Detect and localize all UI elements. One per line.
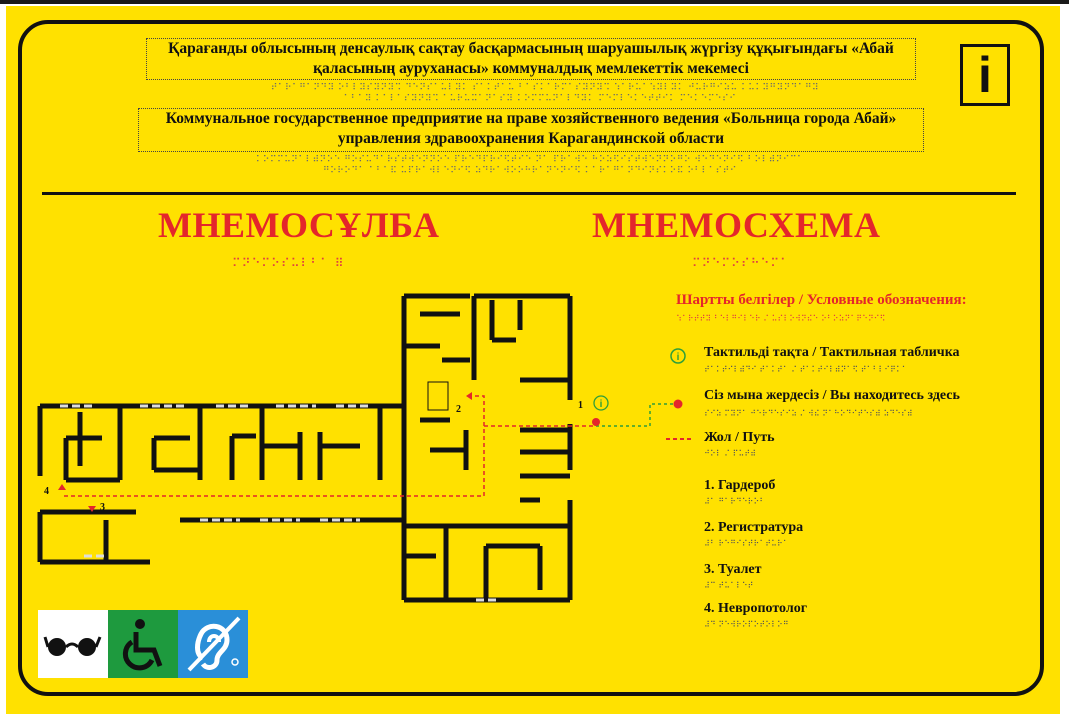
floor-plan-windows: [60, 406, 496, 600]
kz-title-braille-1: ⠞⠁⠗⠁⠛⠁⠝⠙⠽ ⠕⠃⠇⠽⠎⠽⠝⠽⠩ ⠙⠑⠝⠎⠁⠥⠇⠽⠅ ⠎⠁⠅⠞⠁⠥ ⠃⠁⠎⠅⠁⠗⠍⠁⠎⠽⠝⠽⠩ ⠱⠁⠗⠥⠁⠱⠽⠇⠽⠅ ⠚⠥⠗⠛⠊⠵⠥ ⠅⠥⠅⠽⠛⠽⠝⠙⠁⠛⠽: [270, 83, 820, 93]
floor-plan-walls: [40, 296, 570, 600]
kz-mnemo-braille: ⠍⠝⠑⠍⠕⠎⠥⠇⠃⠁ ⠿: [232, 256, 345, 270]
registry-desk: [428, 382, 448, 410]
you-are-here-marker: [592, 418, 600, 426]
legend-item-registry-braille: ⠼⠃ ⠗⠑⠛⠊⠎⠞⠗⠁⠞⠥⠗⠁: [704, 539, 789, 548]
arrow-registry: [466, 392, 472, 400]
route-path: [62, 422, 596, 496]
legend-leader-line: [596, 404, 676, 426]
ru-mnemo-title: МНЕМОСХЕМА: [592, 205, 881, 245]
map-label-4: 4: [44, 486, 49, 497]
legend-item-wardrobe-braille: ⠼⠁ ⠛⠁⠗⠙⠑⠗⠕⠃: [704, 497, 766, 506]
ru-institution-title: Коммунальное государственное предприятие на праве хозяйственного ведения «Больница города Абай» управления здравоохранения Карагандинской области: [138, 108, 924, 152]
glasses-icon: [38, 610, 108, 678]
legend-item-you-are-here-braille: ⠎⠊⠵ ⠍⠽⠝⠁ ⠚⠑⠗⠙⠑⠎⠊⠵ ⠌ ⠺⠮ ⠝⠁⠓⠕⠙⠊⠞⠑⠎⠾ ⠵⠙⠑⠎⠾: [704, 409, 913, 418]
legend-item-neurologist: 4. Невропотолог: [704, 601, 808, 616]
legend-item-path-braille: ⠚⠕⠇ ⠌ ⠏⠥⠞⠾: [704, 449, 756, 458]
map-label-2: 2: [456, 404, 461, 415]
legend-item-toilet: 3. Туалет: [704, 562, 762, 577]
accessibility-icons: [38, 610, 248, 678]
kz-title-braille-2: ⠁⠃⠁⠽ ⠅⠁⠇⠁⠎⠽⠝⠽⠩ ⠁⠥⠗⠥⠭⠁⠝⠁⠎⠽ ⠅⠕⠍⠍⠥⠝⠁⠇⠙⠽⠅ ⠍⠑⠍⠇⠑⠅⠑⠞⠞⠊⠅ ⠍⠑⠅⠑⠍⠑⠎⠊: [343, 94, 737, 104]
svg-text:i: i: [676, 352, 680, 363]
kz-institution-title: Қарағанды облысының денсаулық сақтау басқармасының шаруашылық жүргізу құқығындағы «Абай қаласының ауруханасы» коммуналдық мемлекеттік мекемесі: [146, 38, 916, 80]
legend-item-wardrobe: 1. Гардероб: [704, 478, 776, 493]
map-info-glyph: i: [599, 399, 603, 410]
arrow-neurologist: [58, 484, 66, 490]
legend-item-tactile: Тактильді тақта / Тактильная табличка: [704, 345, 960, 360]
map-label-1: 1: [578, 400, 583, 411]
kz-mnemo-title: МНЕМОСҰЛБА: [158, 205, 440, 245]
legend-item-you-are-here: Сіз мына жердесіз / Вы находитесь здесь: [704, 388, 960, 403]
legend-item-neurologist-braille: ⠼⠙ ⠝⠑⠺⠗⠕⠏⠕⠞⠕⠇⠕⠛: [704, 620, 789, 629]
legend-item-registry: 2. Регистратура: [704, 520, 804, 535]
legend-item-path: Жол / Путь: [704, 430, 775, 445]
route-to-registry: [472, 396, 484, 426]
ru-mnemo-braille: ⠍⠝⠑⠍⠕⠎⠓⠑⠍⠁: [692, 256, 790, 270]
ru-title-braille-2: ⠛⠕⠗⠕⠙⠁ ⠁⠃⠁⠯ ⠥⠏⠗⠁⠺⠇⠑⠝⠊⠫ ⠵⠙⠗⠁⠺⠕⠕⠓⠗⠁⠝⠑⠝⠊⠫ ⠅⠁⠗⠁⠛⠁⠝⠙⠊⠝⠎⠅⠕⠯ ⠕⠃⠇⠁⠎⠞⠊: [323, 166, 737, 176]
legend-title: Шартты белгілер / Условные обозначения:: [676, 292, 967, 308]
ru-title-braille-1: ⠅⠕⠍⠍⠥⠝⠁⠇⠾⠝⠕⠑ ⠛⠕⠎⠥⠙⠁⠗⠎⠞⠺⠑⠝⠝⠕⠑ ⠏⠗⠑⠙⠏⠗⠊⠫⠞⠊⠑ ⠝⠁ ⠏⠗⠁⠺⠑ ⠓⠕⠵⠫⠊⠎⠞⠺⠑⠝⠝⠕⠛⠕ ⠺⠑⠙⠑⠝⠊⠫ ⠃⠕⠇⠾⠝⠊⠉⠁: [255, 155, 805, 165]
legend-title-braille: ⠱⠁⠗⠞⠞⠽ ⠃⠑⠇⠛⠊⠇⠑⠗ ⠌ ⠥⠎⠇⠕⠺⠝⠮⠑ ⠕⠃⠕⠵⠝⠁⠟⠑⠝⠊⠫: [676, 314, 886, 323]
info-icon: i: [960, 44, 1010, 106]
hearing-impaired-icon: [178, 610, 248, 678]
map-label-3: 3: [100, 502, 105, 513]
wheelchair-icon: [108, 610, 178, 678]
legend-item-toilet-braille: ⠼⠉ ⠞⠥⠁⠇⠑⠞: [704, 581, 754, 590]
legend-item-tactile-braille: ⠞⠁⠅⠞⠊⠇⠾⠙⠊ ⠞⠁⠅⠞⠁ ⠌ ⠞⠁⠅⠞⠊⠇⠾⠝⠁⠫ ⠞⠁⠃⠇⠊⠟⠅⠁: [704, 365, 908, 374]
